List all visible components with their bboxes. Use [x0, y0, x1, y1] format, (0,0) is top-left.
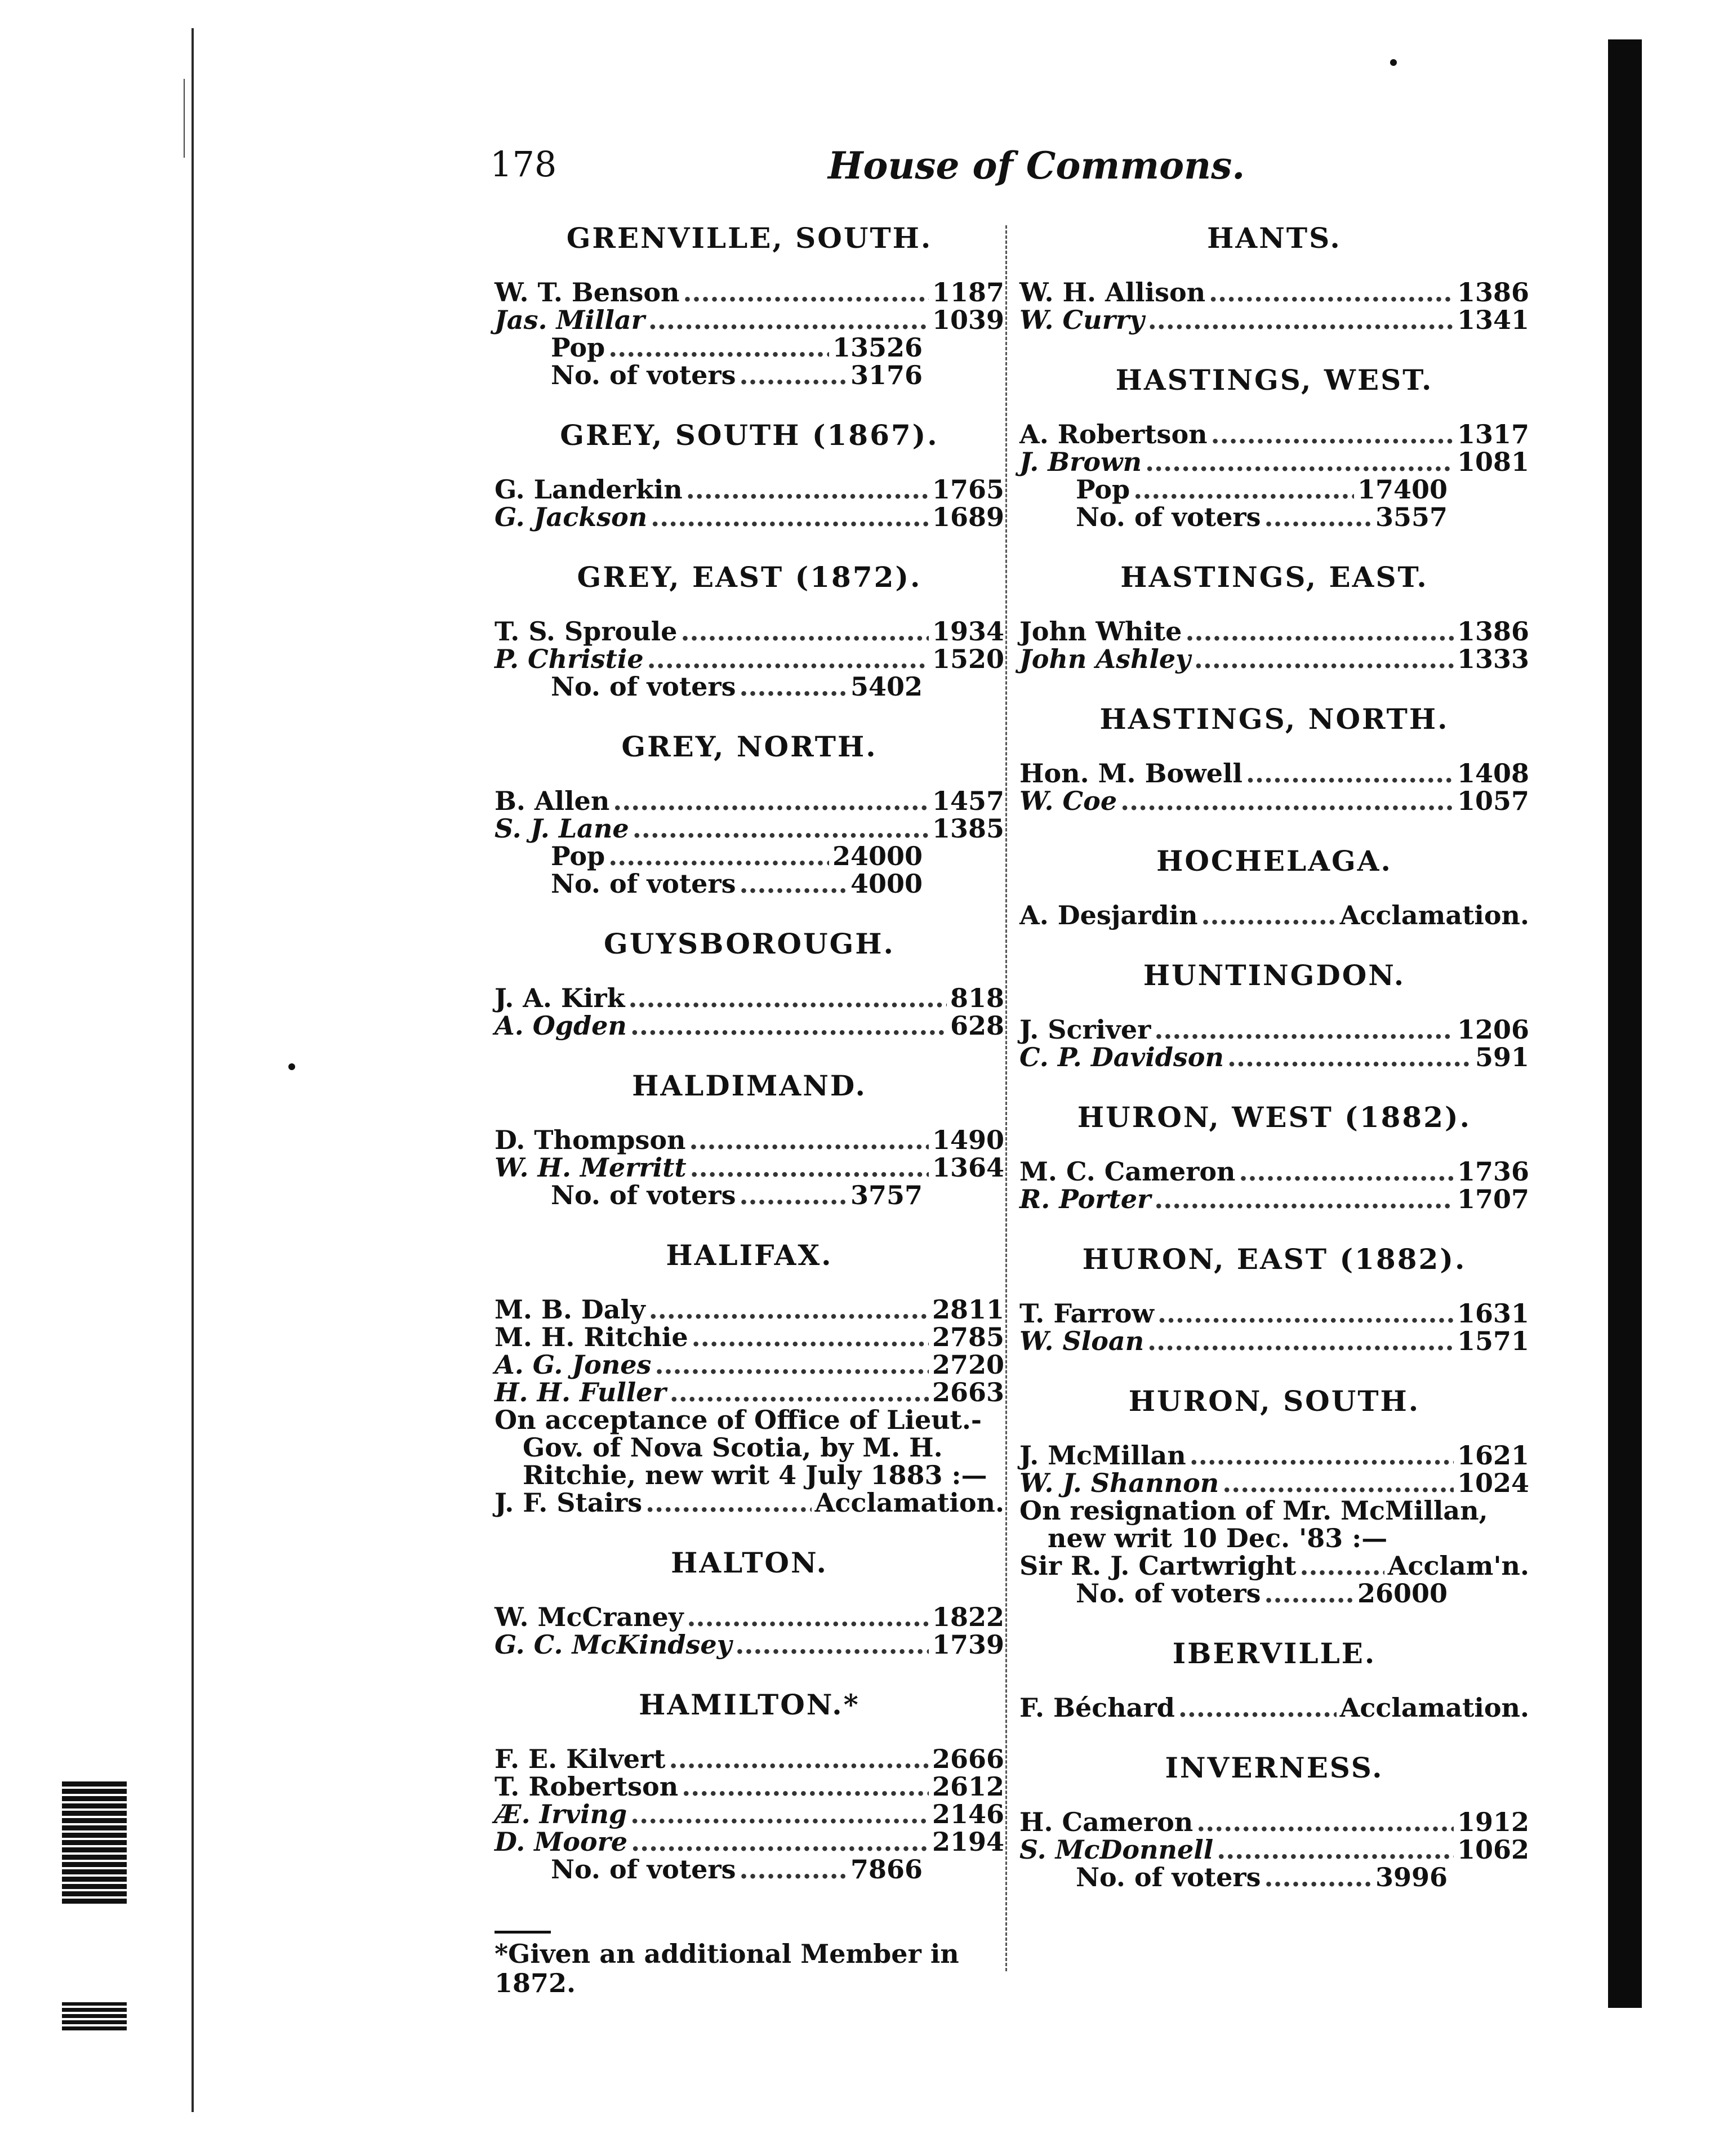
leader-dots: [1190, 1442, 1454, 1469]
leader-dots: [654, 1351, 929, 1379]
constituency-grey-east-1872: [495, 562, 1004, 725]
stat-value: 13526: [832, 332, 923, 363]
stat-row: [551, 334, 923, 362]
candidate-row: [495, 985, 1004, 1012]
candidate-name: B. Allen: [495, 786, 610, 816]
leader-dots: [1185, 618, 1454, 645]
candidate-row: [1019, 1552, 1529, 1580]
leader-dots: [735, 1631, 929, 1659]
constituency-halifax: [495, 1240, 1004, 1542]
leader-dots: [680, 618, 929, 645]
candidate-name: A. Robertson: [1019, 419, 1208, 449]
constituency-heading: HANTS.: [1207, 221, 1342, 255]
constituency-iberville: [1019, 1638, 1529, 1747]
vote-count: 1024: [1457, 1468, 1529, 1498]
leader-dots: [1217, 1836, 1454, 1864]
candidate-name: John Ashley: [1019, 644, 1191, 674]
stat-value: 17400: [1357, 474, 1448, 505]
candidate-name: J. Scriver: [1019, 1014, 1151, 1045]
constituency-huron-west-1882: [1019, 1102, 1529, 1238]
leader-dots: [740, 673, 847, 701]
leader-dots: [630, 1801, 929, 1828]
vote-count: 2194: [932, 1827, 1004, 1857]
candidate-name: J. Brown: [1019, 447, 1142, 477]
vote-count: 1490: [932, 1125, 1004, 1155]
constituency-heading: HURON, WEST (1882).: [1077, 1101, 1472, 1134]
constituency-huron-east-1882: [1019, 1244, 1529, 1380]
candidate-name: Sir R. J. Cartwright: [1019, 1551, 1297, 1581]
leader-dots: [682, 1773, 929, 1801]
by-election-note: On acceptance of Office of Lieut.-Gov. of Nova Scotia, by M. H. Ritchie, new writ 4 July 1883 :—: [495, 1405, 987, 1490]
leader-dots: [1133, 476, 1354, 504]
stat-value: 4000: [850, 868, 923, 899]
stat-value: 3557: [1375, 502, 1448, 532]
vote-count: 1081: [1457, 447, 1529, 477]
constituency-grey-south-1867: [495, 420, 1004, 556]
stat-row: [551, 843, 923, 870]
leader-dots: [647, 645, 929, 673]
constituency-heading: HALIFAX.: [666, 1239, 833, 1272]
stat-value: 24000: [832, 841, 923, 871]
constituency-heading: HUNTINGDON.: [1143, 959, 1406, 992]
candidate-name: A. Ogden: [495, 1010, 627, 1041]
leader-dots: [1147, 1328, 1454, 1355]
vote-count: 1520: [932, 644, 1004, 674]
constituency-heading: GRENVILLE, SOUTH.: [566, 221, 933, 255]
stat-value: 3176: [850, 360, 923, 390]
vote-count: 1571: [1457, 1326, 1529, 1356]
stat-row: [551, 1182, 923, 1209]
constituency-haldimand: [495, 1070, 1004, 1234]
candidate-row: [495, 618, 1004, 645]
candidate-row: [495, 787, 1004, 815]
candidate-name: F. E. Kilvert: [495, 1744, 666, 1774]
candidate-row: [1019, 1016, 1529, 1044]
stat-label: No. of voters: [551, 868, 736, 899]
vote-count: 1057: [1457, 786, 1529, 816]
candidate-name: W. Curry: [1019, 305, 1144, 335]
vote-count: 1631: [1457, 1298, 1529, 1329]
leader-dots: [633, 815, 929, 843]
leader-dots: [689, 1126, 929, 1154]
leader-dots: [1211, 421, 1454, 448]
constituency-hants: [1019, 222, 1529, 359]
vote-count: 1621: [1457, 1440, 1529, 1471]
right-column: [1019, 217, 1529, 1922]
stat-row: [551, 673, 923, 701]
candidate-row: [495, 1801, 1004, 1828]
stat-value: 5402: [850, 671, 923, 702]
vote-count: 1333: [1457, 644, 1529, 674]
leader-dots: [1120, 787, 1454, 815]
candidate-name: J. McMillan: [1019, 1440, 1186, 1471]
vote-count: Acclam'n.: [1387, 1551, 1529, 1581]
vote-count: 2720: [932, 1349, 1004, 1380]
vote-count: 2785: [932, 1322, 1004, 1352]
candidate-row: [495, 1379, 1004, 1406]
leader-dots: [630, 1012, 947, 1040]
scan-artifact: [62, 1780, 127, 1904]
constituency-heading: HASTINGS, NORTH.: [1099, 702, 1449, 736]
candidate-row: [495, 1012, 1004, 1040]
vote-count: 818: [950, 983, 1004, 1013]
stat-label: Pop: [551, 332, 605, 363]
candidate-row: [1019, 1469, 1529, 1497]
candidate-row: [495, 815, 1004, 843]
candidate-name: W. Coe: [1019, 786, 1117, 816]
candidate-row: [495, 1324, 1004, 1351]
constituency-heading: HASTINGS, WEST.: [1115, 363, 1433, 397]
stat-label: No. of voters: [1076, 1578, 1261, 1609]
leader-dots: [1300, 1552, 1384, 1580]
stat-label: No. of voters: [1076, 502, 1261, 532]
constituency-huron-south: [1019, 1386, 1529, 1632]
leader-dots: [1178, 1694, 1337, 1722]
leader-dots: [1222, 1469, 1454, 1497]
candidate-name: J. F. Stairs: [495, 1487, 643, 1518]
leader-dots: [645, 1489, 811, 1517]
candidate-row: [1019, 1158, 1529, 1186]
candidate-row: [495, 279, 1004, 306]
candidate-name: C. P. Davidson: [1019, 1042, 1224, 1072]
scan-binding-shadow: [1608, 39, 1642, 2008]
leader-dots: [1154, 1016, 1454, 1044]
candidate-row: [1019, 760, 1529, 787]
candidate-name: T. Robertson: [495, 1771, 679, 1802]
candidate-row: [495, 476, 1004, 504]
candidate-name: W. T. Benson: [495, 277, 680, 308]
stat-label: No. of voters: [1076, 1862, 1261, 1892]
candidate-row: [495, 1489, 1004, 1517]
candidate-row: [1019, 1694, 1529, 1722]
candidate-name: W. J. Shannon: [1019, 1468, 1219, 1498]
leader-dots: [651, 504, 929, 531]
stat-row: [551, 870, 923, 898]
stat-label: Pop: [551, 841, 605, 871]
candidate-name: D. Thompson: [495, 1125, 686, 1155]
candidate-name: G. C. McKindsey: [495, 1629, 732, 1660]
vote-count: 1912: [1457, 1807, 1529, 1837]
leader-dots: [686, 476, 929, 504]
constituency-hastings-west: [1019, 364, 1529, 556]
candidate-name: G. Landerkin: [495, 474, 683, 505]
candidate-row: [495, 1154, 1004, 1182]
candidate-row: [1019, 1300, 1529, 1328]
candidate-row: [1019, 279, 1529, 306]
leader-dots: [669, 1745, 929, 1773]
stat-row: [1076, 1580, 1448, 1607]
vote-count: 1062: [1457, 1834, 1529, 1865]
leader-dots: [1239, 1158, 1454, 1186]
constituency-heading: HALTON.: [671, 1546, 828, 1579]
stat-label: Pop: [1076, 474, 1130, 505]
stat-value: 3996: [1375, 1862, 1448, 1892]
leader-dots: [740, 362, 847, 389]
candidate-name: M. B. Daly: [495, 1294, 645, 1325]
constituency-heading: GREY, EAST (1872).: [577, 560, 922, 594]
leader-dots: [1157, 1300, 1454, 1328]
candidate-row: [495, 1631, 1004, 1659]
leader-dots: [1194, 645, 1454, 673]
candidate-name: D. Moore: [495, 1827, 628, 1857]
constituency-grenville-south: [495, 222, 1004, 414]
vote-count: 1457: [932, 786, 1004, 816]
candidate-name: H. H. Fuller: [495, 1377, 666, 1407]
constituency-heading: HURON, EAST (1882).: [1082, 1242, 1467, 1276]
leader-dots: [613, 787, 929, 815]
vote-count: 1707: [1457, 1184, 1529, 1214]
constituency-heading: GREY, SOUTH (1867).: [560, 418, 939, 452]
vote-count: 1739: [932, 1629, 1004, 1660]
candidate-row: [1019, 618, 1529, 645]
vote-count: 1736: [1457, 1156, 1529, 1187]
vote-count: 1765: [932, 474, 1004, 505]
candidate-name: T. S. Sproule: [495, 616, 678, 647]
candidate-row: [1019, 448, 1529, 476]
candidate-name: A. G. Jones: [495, 1349, 652, 1380]
leader-dots: [1148, 306, 1454, 334]
scan-edge-mark: [184, 79, 185, 158]
stat-value: 26000: [1357, 1578, 1448, 1609]
candidate-row: [495, 306, 1004, 334]
leader-dots: [1264, 1864, 1372, 1891]
leader-dots: [692, 1324, 929, 1351]
vote-count: Acclamation.: [1339, 1692, 1529, 1723]
candidate-row: [495, 1126, 1004, 1154]
vote-count: 1039: [932, 305, 1004, 335]
constituency-inverness: [1019, 1752, 1529, 1916]
vote-count: 1385: [932, 813, 1004, 844]
candidate-row: [495, 1603, 1004, 1631]
leader-dots: [740, 870, 847, 898]
candidate-row: [495, 1296, 1004, 1324]
constituency-heading: HALDIMAND.: [632, 1069, 867, 1102]
running-title: House of Commons.: [828, 144, 1245, 188]
candidate-name: M. C. Cameron: [1019, 1156, 1236, 1187]
candidate-name: R. Porter: [1019, 1184, 1151, 1214]
leader-dots: [1209, 279, 1454, 306]
stat-row: [1076, 504, 1448, 531]
left-column: [495, 217, 1004, 1998]
scan-speck: [1390, 59, 1397, 66]
vote-count: 1386: [1457, 277, 1529, 308]
leader-dots: [608, 843, 829, 870]
vote-count: 2811: [932, 1294, 1004, 1325]
candidate-row: [495, 1828, 1004, 1856]
leader-dots: [1154, 1186, 1454, 1213]
constituency-heading: HURON, SOUTH.: [1128, 1384, 1420, 1418]
leader-dots: [649, 1296, 929, 1324]
vote-count: 1934: [932, 616, 1004, 647]
candidate-row: [1019, 1328, 1529, 1355]
page-header: [490, 144, 1538, 189]
candidate-name: M. H. Ritchie: [495, 1322, 688, 1352]
candidate-row: [1019, 306, 1529, 334]
leader-dots: [1264, 504, 1372, 531]
vote-count: 1341: [1457, 305, 1529, 335]
scan-speck: [288, 1063, 295, 1070]
footnote-rule: [495, 1931, 551, 1934]
candidate-name: P. Christie: [495, 644, 644, 674]
leader-dots: [740, 1182, 847, 1209]
candidate-name: W. Sloan: [1019, 1326, 1144, 1356]
leader-dots: [631, 1828, 929, 1856]
constituency-hamilton: [495, 1689, 1004, 1908]
candidate-name: W. H. Merritt: [495, 1152, 687, 1183]
vote-count: 628: [950, 1010, 1004, 1041]
leader-dots: [629, 985, 947, 1012]
constituency-heading: GREY, NORTH.: [621, 730, 878, 763]
candidate-row: [1019, 1186, 1529, 1213]
leader-dots: [1145, 448, 1454, 476]
leader-dots: [740, 1856, 847, 1883]
footnote: *Given an additional Member in 1872.: [495, 1939, 959, 1998]
candidate-name: T. Farrow: [1019, 1298, 1155, 1329]
vote-count: 1364: [932, 1152, 1004, 1183]
stat-label: No. of voters: [551, 1854, 736, 1885]
candidate-name: Hon. M. Bowell: [1019, 758, 1243, 789]
vote-count: Acclamation.: [814, 1487, 1004, 1518]
candidate-name: Æ. Irving: [495, 1799, 627, 1829]
leader-dots: [608, 334, 829, 362]
vote-count: 1187: [932, 277, 1004, 308]
vote-count: 1822: [932, 1602, 1004, 1632]
leader-dots: [1201, 902, 1337, 929]
constituency-heading: IBERVILLE.: [1172, 1637, 1377, 1670]
leader-dots: [670, 1379, 929, 1406]
page-number: 178: [490, 144, 557, 185]
candidate-name: A. Desjardin: [1019, 900, 1198, 930]
candidate-name: J. A. Kirk: [495, 983, 625, 1013]
stat-label: No. of voters: [551, 360, 736, 390]
candidate-name: H. Cameron: [1019, 1807, 1193, 1837]
vote-count: 1689: [932, 502, 1004, 532]
stat-row: [551, 1856, 923, 1883]
scan-artifact: [62, 2002, 127, 2030]
candidate-row: [495, 1745, 1004, 1773]
constituency-huntingdon: [1019, 960, 1529, 1096]
candidate-row: [1019, 421, 1529, 448]
stat-value: 3757: [850, 1180, 923, 1210]
candidate-name: S. McDonnell: [1019, 1834, 1214, 1865]
candidate-name: F. Béchard: [1019, 1692, 1175, 1723]
candidate-row: [1019, 1044, 1529, 1071]
candidate-name: G. Jackson: [495, 502, 648, 532]
constituency-hochelaga: [1019, 845, 1529, 954]
leader-dots: [1264, 1580, 1354, 1607]
vote-count: 2666: [932, 1744, 1004, 1774]
vote-count: 2612: [932, 1771, 1004, 1802]
leader-dots: [1246, 760, 1454, 787]
constituency-grey-north: [495, 731, 1004, 923]
constituency-heading: HOCHELAGA.: [1156, 844, 1392, 877]
column-divider: [1005, 225, 1007, 1971]
vote-count: 2663: [932, 1377, 1004, 1407]
stat-label: No. of voters: [551, 1180, 736, 1210]
leader-dots: [648, 306, 929, 334]
candidate-name: W. H. Allison: [1019, 277, 1206, 308]
constituency-guysborough: [495, 928, 1004, 1064]
vote-count: 591: [1475, 1042, 1529, 1072]
vote-count: 1386: [1457, 616, 1529, 647]
stat-row: [1076, 476, 1448, 504]
vote-count: 1408: [1457, 758, 1529, 789]
candidate-name: W. McCraney: [495, 1602, 684, 1632]
stat-value: 7866: [850, 1854, 923, 1885]
candidate-row: [1019, 1808, 1529, 1836]
vote-count: Acclamation.: [1339, 900, 1529, 930]
candidate-row: [1019, 1442, 1529, 1469]
candidate-row: [495, 645, 1004, 673]
vote-count: 1206: [1457, 1014, 1529, 1045]
leader-dots: [1196, 1808, 1454, 1836]
constituency-heading: HASTINGS, EAST.: [1120, 560, 1428, 594]
constituency-heading: HAMILTON.*: [639, 1688, 860, 1721]
candidate-row: [495, 504, 1004, 531]
scan-edge-line: [192, 28, 194, 2112]
vote-count: 1317: [1457, 419, 1529, 449]
leader-dots: [1227, 1044, 1472, 1071]
leader-dots: [687, 1603, 929, 1631]
constituency-heading: GUYSBOROUGH.: [604, 927, 895, 960]
candidate-row: [1019, 787, 1529, 815]
constituency-heading: INVERNESS.: [1165, 1751, 1384, 1784]
candidate-row: [1019, 902, 1529, 929]
leader-dots: [690, 1154, 929, 1182]
candidate-name: S. J. Lane: [495, 813, 629, 844]
stat-label: No. of voters: [551, 671, 736, 702]
constituency-hastings-north: [1019, 703, 1529, 840]
candidate-name: Jas. Millar: [495, 305, 645, 335]
candidate-name: John White: [1019, 616, 1182, 647]
constituency-halton: [495, 1547, 1004, 1683]
vote-count: 2146: [932, 1799, 1004, 1829]
constituency-hastings-east: [1019, 562, 1529, 698]
leader-dots: [683, 279, 929, 306]
candidate-row: [1019, 645, 1529, 673]
stat-row: [1076, 1864, 1448, 1891]
stat-row: [551, 362, 923, 389]
candidate-row: [1019, 1836, 1529, 1864]
candidate-row: [495, 1351, 1004, 1379]
by-election-note: On resignation of Mr. McMillan, new writ 10 Dec. '83 :—: [1019, 1495, 1488, 1553]
candidate-row: [495, 1773, 1004, 1801]
